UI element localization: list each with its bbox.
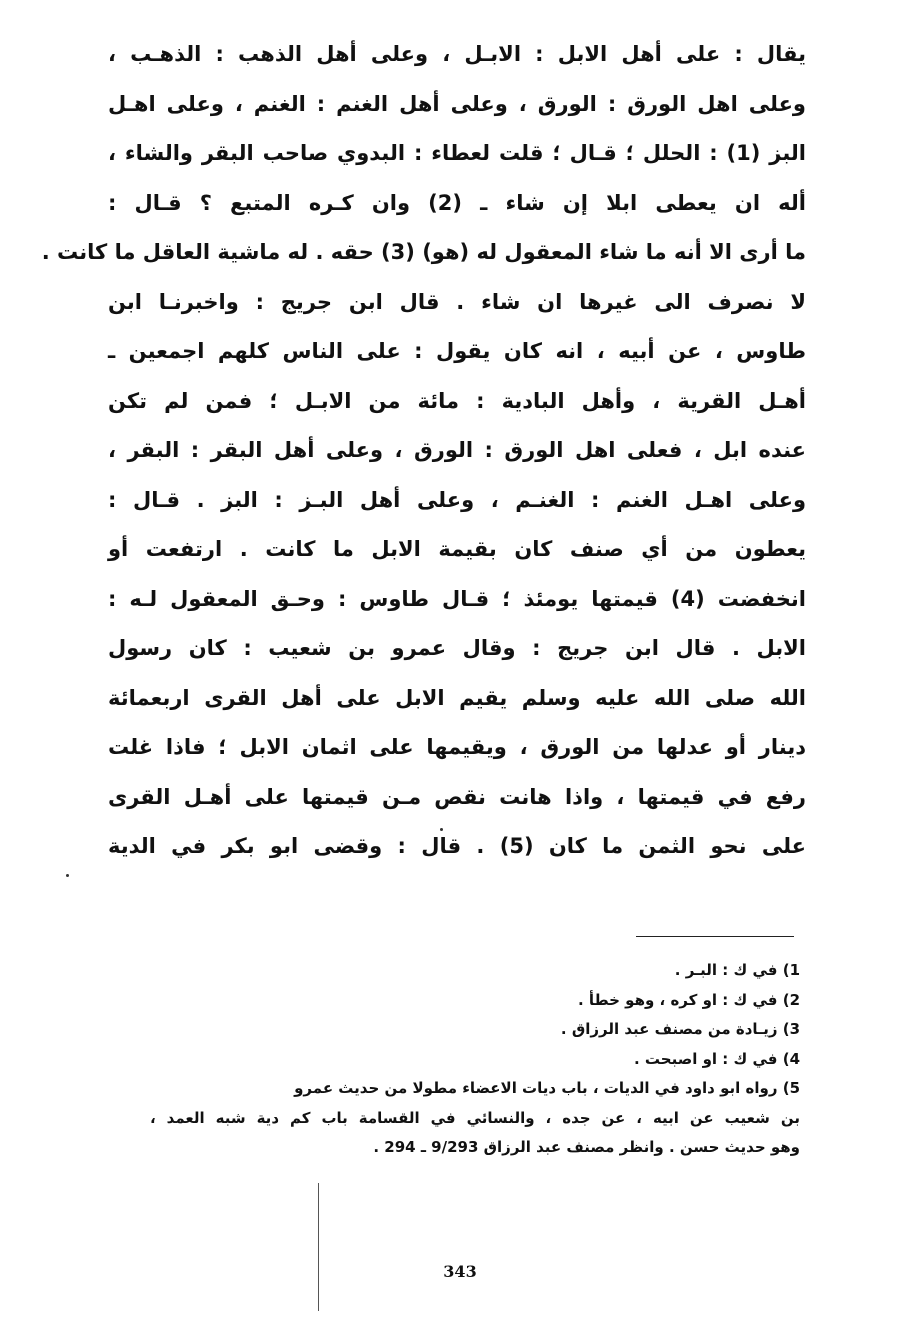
footnote-number: 3) [782, 1020, 800, 1038]
footnote-separator [636, 936, 794, 937]
footnote-text: رواه ابو داود في الديات ، باب ديات الاعضاء مطولا من حديث عمرو [294, 1079, 778, 1097]
text-line: عنده ابل ، فعلى اهل الورق : الورق ، وعلى أهل البقر : البقر ، [108, 438, 806, 462]
scan-speck [440, 828, 443, 831]
text-line: دينار أو عدلها من الورق ، ويقيمها على اثمان الابل ؛ فاذا غلت [108, 735, 806, 759]
footnote-number: 1) [782, 961, 800, 979]
text-line: أله ان يعطى ابلا إن شاء ـ (2) وان كـره المتبع ؟ قـال : [108, 190, 806, 215]
text-line: يقال : على أهل الابل : الابـل ، وعلى أهل الذهب : الذهـب ، [108, 42, 806, 66]
footnote-number: 2) [782, 990, 800, 1009]
footnote-number: 5) [782, 1079, 800, 1097]
text-line: أهـل القرية ، وأهل البادية : مائة من الابـل ؛ فمن لم تكن [108, 388, 806, 413]
scan-speck [66, 874, 69, 877]
footnote-continuation-line: وهو حديث حسن . وانظر مصنف عبد الرزاق 9/293 ـ 294 . [373, 1138, 800, 1156]
text-line: الله صلى الله عليه وسلم يقيم الابل على أهل القرى اربعمائة [108, 685, 806, 710]
text-line: وعلى اهل الورق : الورق ، وعلى أهل الغنم : الغنم ، وعلى اهـل [108, 91, 806, 116]
footnote-number: 4) [782, 1049, 800, 1068]
text-line: يعطون من أي صنف كان بقيمة الابل ما كانت . ارتفعت أو [108, 537, 806, 561]
text-line: البز (1) : الحلل ؛ قـال ؛ قلت لعطاء : البدوي صاحب البقر والشاء ، [108, 141, 806, 165]
footnote-text: في ك : البـر . [674, 961, 778, 979]
footnote-item [150, 1074, 800, 1104]
text-line: الابل . قال ابن جريج : وقال عمرو بن شعيب : كان رسول [108, 636, 806, 660]
text-line: لا نصرف الى غيرها ان شاء . قال ابن جريج : واخبرنـا ابن [108, 289, 806, 314]
page-number: 343 [443, 1262, 477, 1281]
text-line: طاوس ، عن أبيه ، انه كان يقول : على الناس كلهم اجمعين ـ [108, 339, 806, 363]
text-line: على نحو الثمن ما كان (5) . قال : وقضى ابو بكر في الدية [108, 834, 806, 858]
footnote-continuation-line: بن شعيب عن ابيه ، عن جده ، والنسائي في القسامة باب كم دية شبه العمد ، [150, 1108, 800, 1127]
text-line: وعلى اهـل الغنم : الغنـم ، وعلى أهل البـز : البز . قـال : [108, 487, 806, 512]
scan-artifact-line [318, 1183, 319, 1311]
footnote-item [150, 1015, 800, 1045]
footnote-text: في ك : او اصبحت . [634, 1049, 778, 1068]
main-text-block [41, 30, 806, 872]
text-line: ما أرى الا أنه ما شاء المعقول له (هو) (3) حقه . له ماشية العاقل ما كانت . [41, 240, 806, 264]
text-line: رفع في قيمتها ، واذا هانت نقص مـن قيمتها على أهـل القرى [108, 784, 806, 809]
footnote-text: في ك : او كره ، وهو خطأ . [577, 990, 778, 1009]
footnote-item [150, 1045, 800, 1075]
footnotes-block [150, 956, 800, 1163]
text-line: انخفضت (4) قيمتها يومئذ ؛ قـال طاوس : وحـق المعقول لـه : [108, 586, 806, 611]
footnote-item [150, 986, 800, 1016]
footnote-text: زيـادة من مصنف عبد الرزاق . [560, 1020, 778, 1038]
footnote-item [150, 956, 800, 986]
